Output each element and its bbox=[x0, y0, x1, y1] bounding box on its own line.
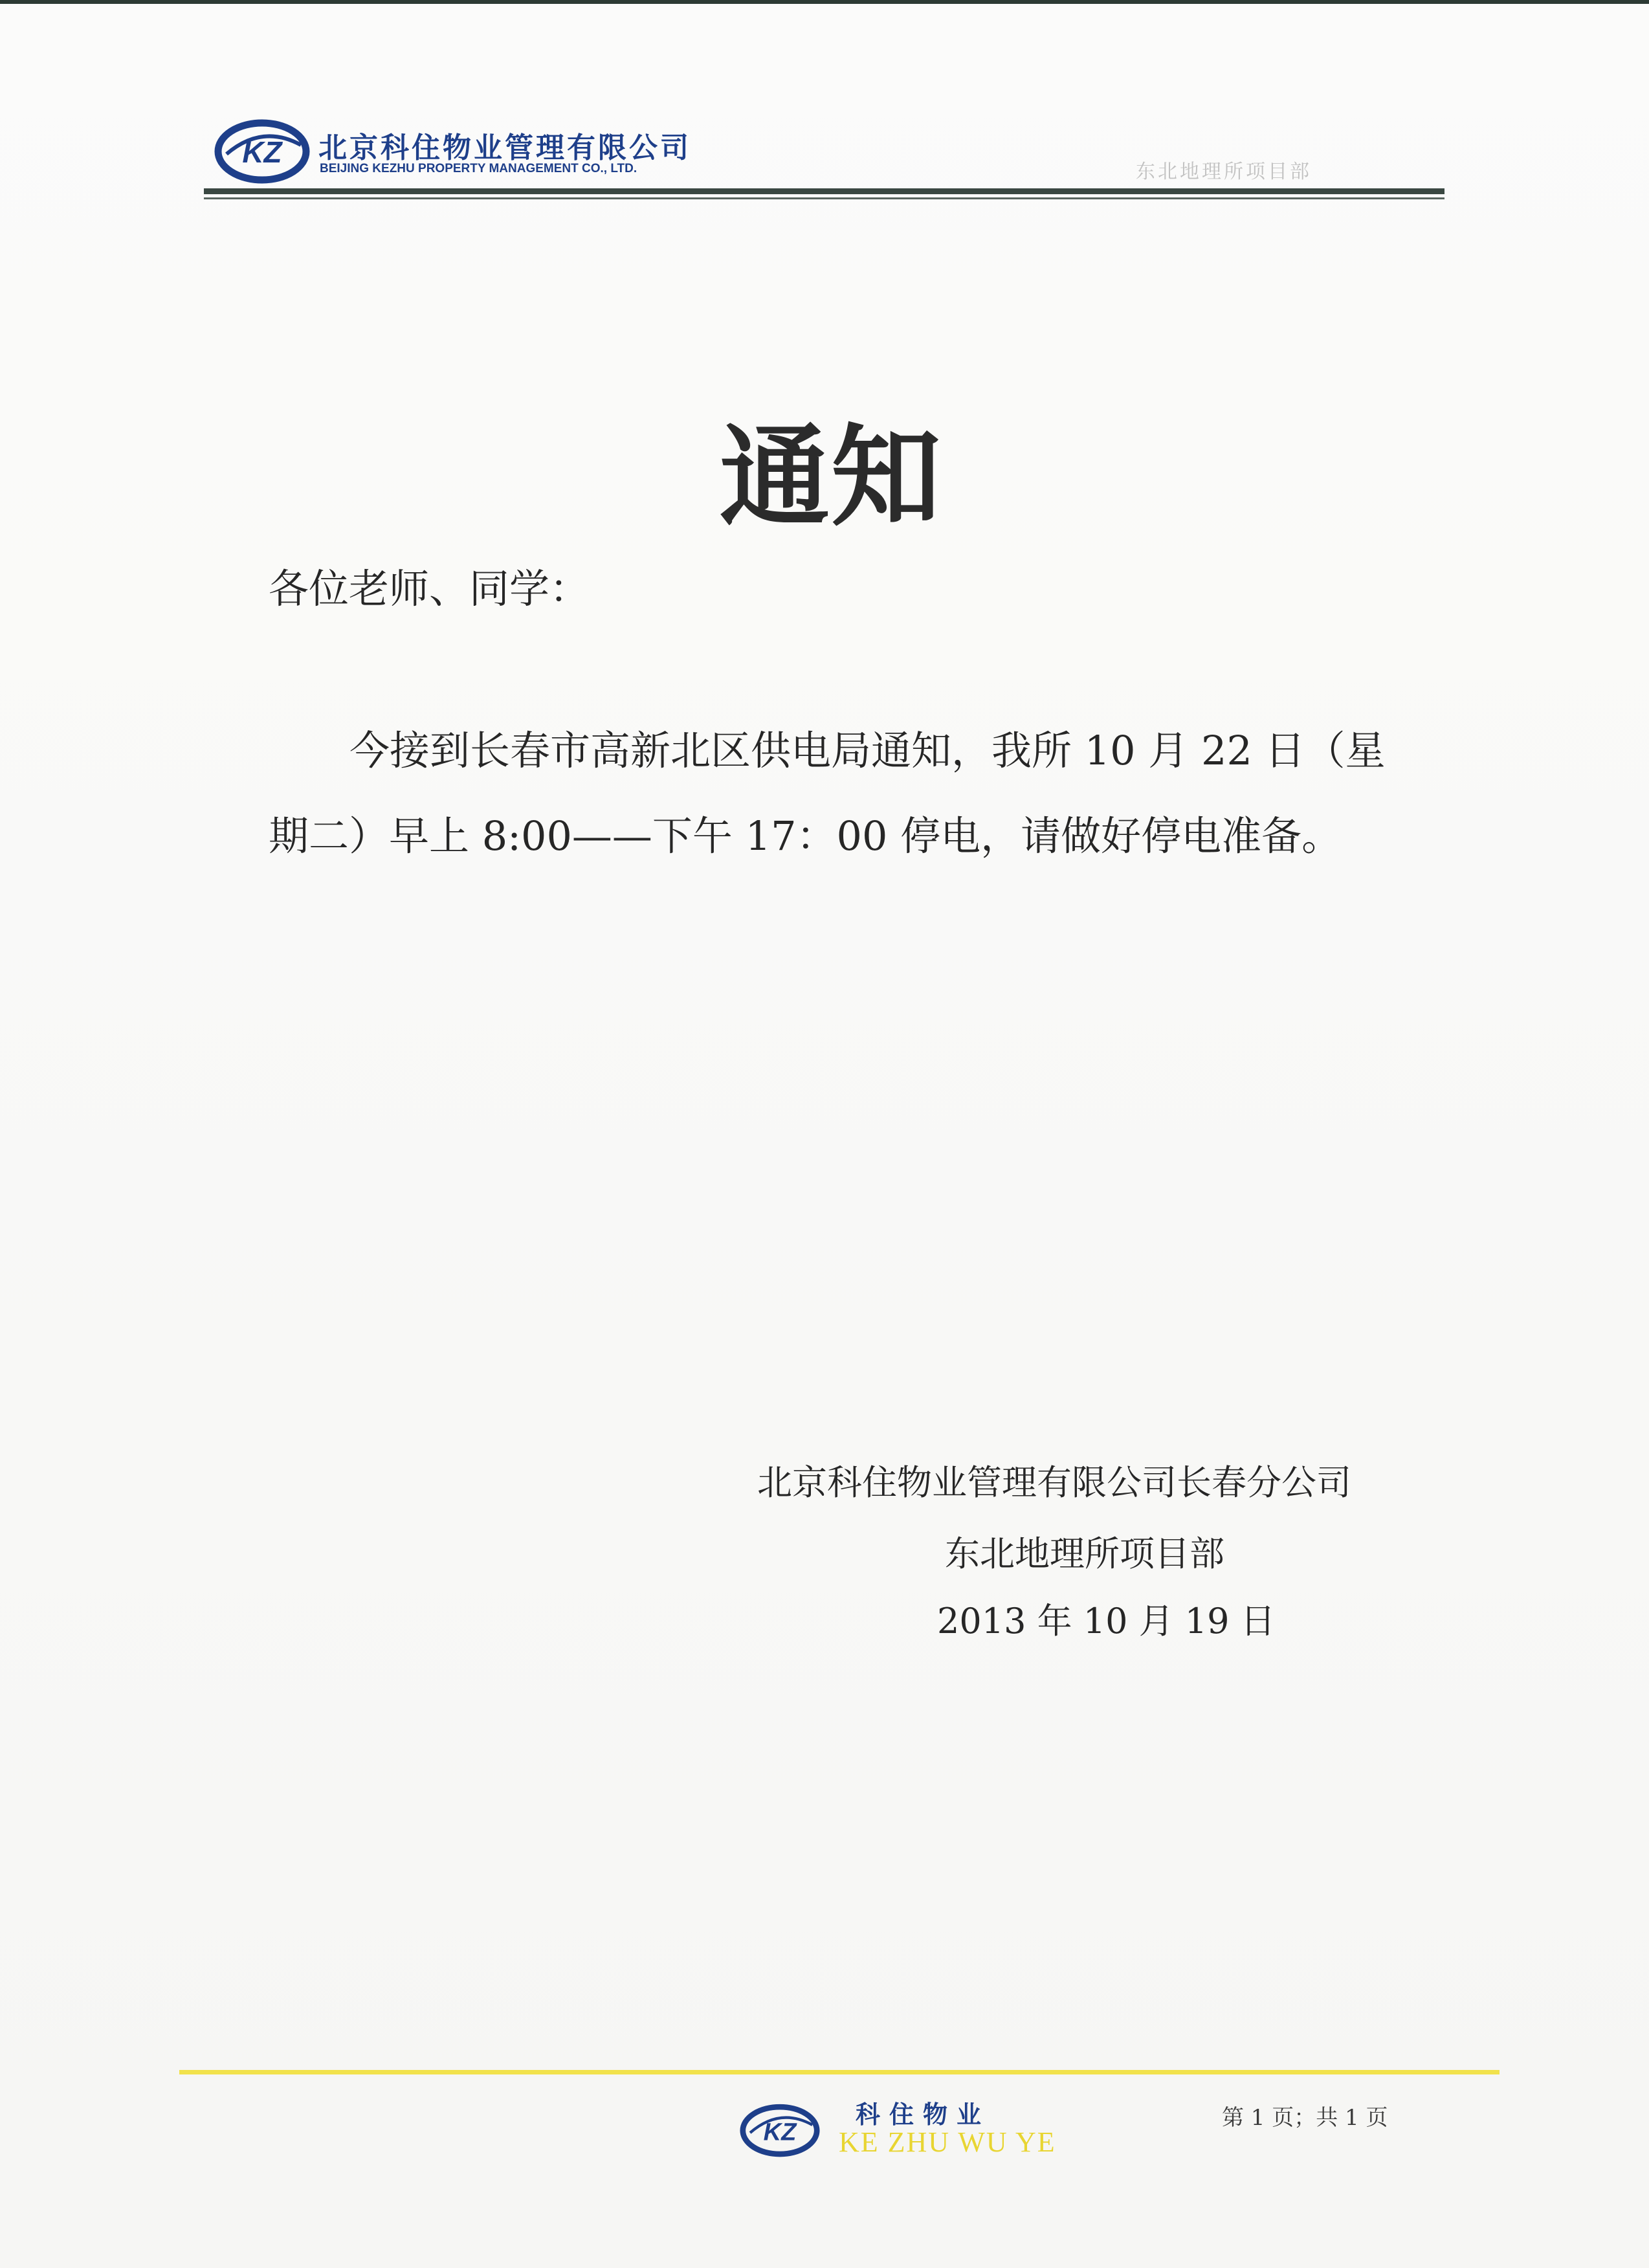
footer-logo-icon bbox=[738, 2097, 822, 2161]
company-logo-letters: KZ bbox=[242, 135, 282, 169]
signature-department: 东北地理所项目部 bbox=[945, 1533, 1224, 1574]
notice-body-line-1: 今接到长春市高新北区供电局通知，我所 10 月 22 日（星 bbox=[349, 727, 1386, 774]
notice-title-text: 通知 bbox=[719, 412, 942, 542]
footer-brand-cn: 科住物业 bbox=[856, 2100, 991, 2129]
company-logo-icon bbox=[214, 114, 311, 185]
header-department: 东北地理所项目部 bbox=[1136, 161, 1312, 183]
page-number: 第 1 页；共 1 页 bbox=[1222, 2105, 1388, 2131]
header-rule bbox=[204, 188, 1444, 194]
scan-top-edge bbox=[0, 0, 1649, 4]
footer-logo-letters: KZ bbox=[763, 2118, 797, 2146]
footer-brand-en: KE ZHU WU YE bbox=[839, 2126, 1056, 2158]
notice-salutation: 各位老师、同学： bbox=[269, 565, 590, 612]
signature-date: 2013 年 10 月 19 日 bbox=[937, 1601, 1276, 1641]
company-name-en: BEIJING KEZHU PROPERTY MANAGEMENT CO., LTD. bbox=[320, 162, 637, 175]
header-rule-thin bbox=[204, 197, 1444, 199]
signature-company: 北京科住物业管理有限公司长春分公司 bbox=[757, 1462, 1351, 1503]
company-name-cn: 北京科住物业管理有限公司 bbox=[318, 131, 691, 164]
footer-rule bbox=[179, 2070, 1500, 2074]
notice-body-line-2: 期二）早上 8:00——下午 17：00 停电，请做好停电准备。 bbox=[269, 812, 1342, 860]
notice-title bbox=[0, 388, 1649, 547]
